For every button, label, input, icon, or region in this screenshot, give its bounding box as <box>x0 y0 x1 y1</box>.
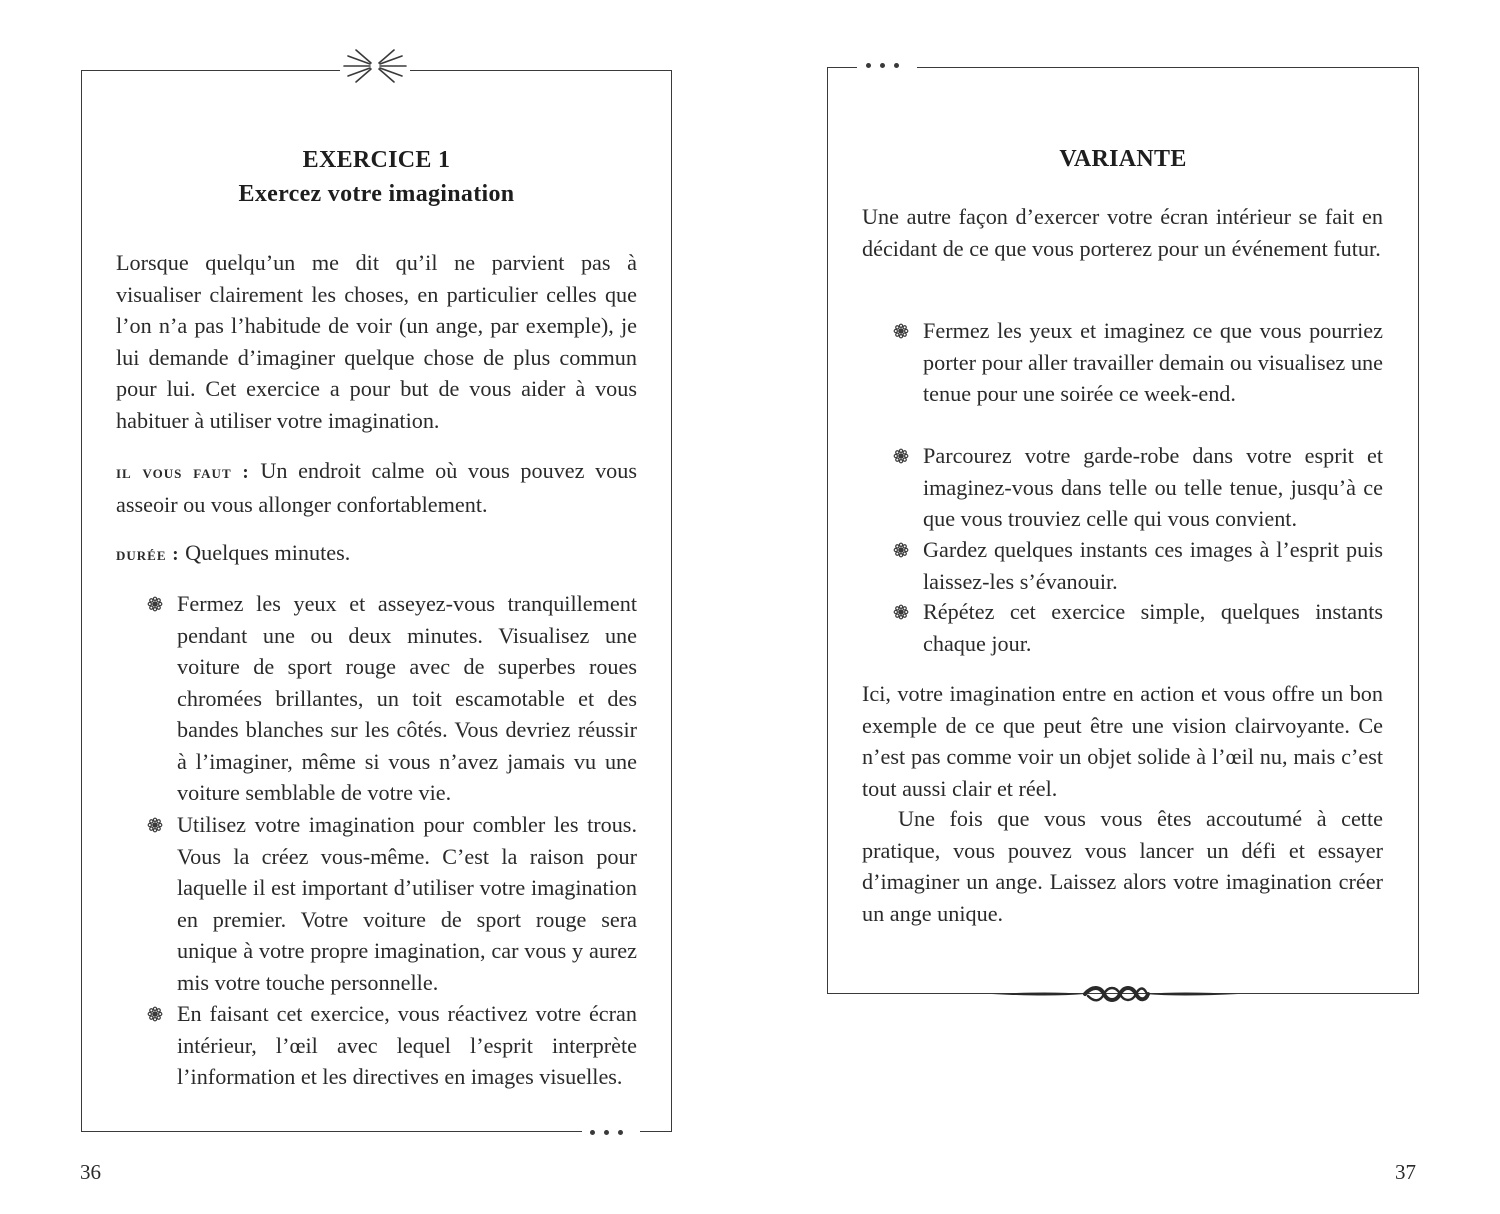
exercise-subheading: Exercez votre imagination <box>238 181 515 207</box>
list-item <box>177 809 637 998</box>
list-item-text: Utilisez votre imagination pour combler les trous. Vous la créez vous-même. C’est la raison pour laquelle il est important d’utiliser votre imagination en premier. Votre voiture de sport rouge sera unique à votre propre imagination, car vous y aurez mis votre touche personnelle. <box>177 812 637 995</box>
needs-paragraph <box>116 455 637 520</box>
list-item <box>177 588 637 809</box>
dots-ornament-icon <box>866 63 899 68</box>
list-item-text: Fermez les yeux et asseyez-vous tranquillement pendant une ou deux minutes. Visualisez une voiture de sport rouge avec de superbes roues chromées brillantes, un toit escamotable et des bandes blanches sur les côtés. Vous devriez réussir à l’imaginer, même si vous n’avez jamais vu une voiture semblable de votre vie. <box>177 591 637 805</box>
page-number: 36 <box>80 1160 101 1184</box>
swirl-ornament-icon <box>990 982 1240 1006</box>
intro-paragraph: Une autre façon d’exercer votre écran intérieur se fait en décidant de ce que vous porterez pour un événement futur. <box>862 204 1383 261</box>
duration-label: durée : <box>116 544 180 565</box>
intro-paragraph: Lorsque quelqu’un me dit qu’il ne parvient pas à visualiser clairement les choses, en particulier celles que l’on n’a pas l’habitude de voir (un ange, par exemple), je lui demande d’imaginer quelque chose de plus commun pour lui. Cet exercice a pour but de vous aider à vous habituer à utiliser votre imagination. <box>116 250 637 433</box>
list-item-text: En faisant cet exercice, vous réactivez votre écran intérieur, l’œil avec lequel l’esprit interprète l’information et les directives en images visuelles. <box>177 1001 637 1089</box>
outro-paragraph-2: Une fois que vous vous êtes accoutumé à cette pratique, vous pouvez vous lancer un défi et essayer d’imaginer un ange. Laissez alors votre imagination créer un ange unique. <box>862 806 1383 926</box>
flower-bullet-icon <box>891 315 911 347</box>
list-item-text: Gardez quelques instants ces images à l’esprit puis laissez-les s’évanouir. <box>923 537 1383 594</box>
list-item <box>923 315 1383 410</box>
flower-bullet-icon <box>891 596 911 628</box>
outro-paragraph: Ici, votre imagination entre en action et vous offre un bon exemple de ce que peut être une vision clairvoyante. Ce n’est pas comme voir un objet solide à l’œil nu, mais c’est tout aussi clair et réel. <box>862 681 1383 801</box>
list-item-text: Répétez cet exercice simple, quelques instants chaque jour. <box>923 599 1383 656</box>
needs-label: il vous faut : <box>116 462 250 483</box>
list-item <box>177 998 637 1093</box>
dots-ornament-icon <box>590 1130 623 1135</box>
list-item-text: Parcourez votre garde-robe dans votre esprit et imaginez-vous dans telle ou telle tenue, jusqu’à ce que vous trouviez celle qui vous convient. <box>923 443 1383 531</box>
list-item <box>923 534 1383 597</box>
list-item <box>923 440 1383 535</box>
starburst-ornament-icon <box>340 46 410 86</box>
flower-bullet-icon <box>891 534 911 566</box>
flower-bullet-icon <box>145 998 165 1030</box>
exercise-heading: EXERCICE 1 <box>302 147 451 173</box>
needs-text: Un endroit calme où vous pouvez vous asseoir ou vous allonger confortablement. <box>116 458 637 517</box>
page-number: 37 <box>1395 1160 1416 1184</box>
flower-bullet-icon <box>145 809 165 841</box>
list-item <box>923 596 1383 659</box>
list-item-text: Fermez les yeux et imaginez ce que vous pourriez porter pour aller travailler demain ou visualisez une tenue pour une soirée ce week-end. <box>923 318 1383 406</box>
flower-bullet-icon <box>145 588 165 620</box>
flower-bullet-icon <box>891 440 911 472</box>
duration-paragraph <box>116 537 637 571</box>
variant-heading: VARIANTE <box>1059 146 1187 172</box>
duration-text: Quelques minutes. <box>179 540 351 565</box>
